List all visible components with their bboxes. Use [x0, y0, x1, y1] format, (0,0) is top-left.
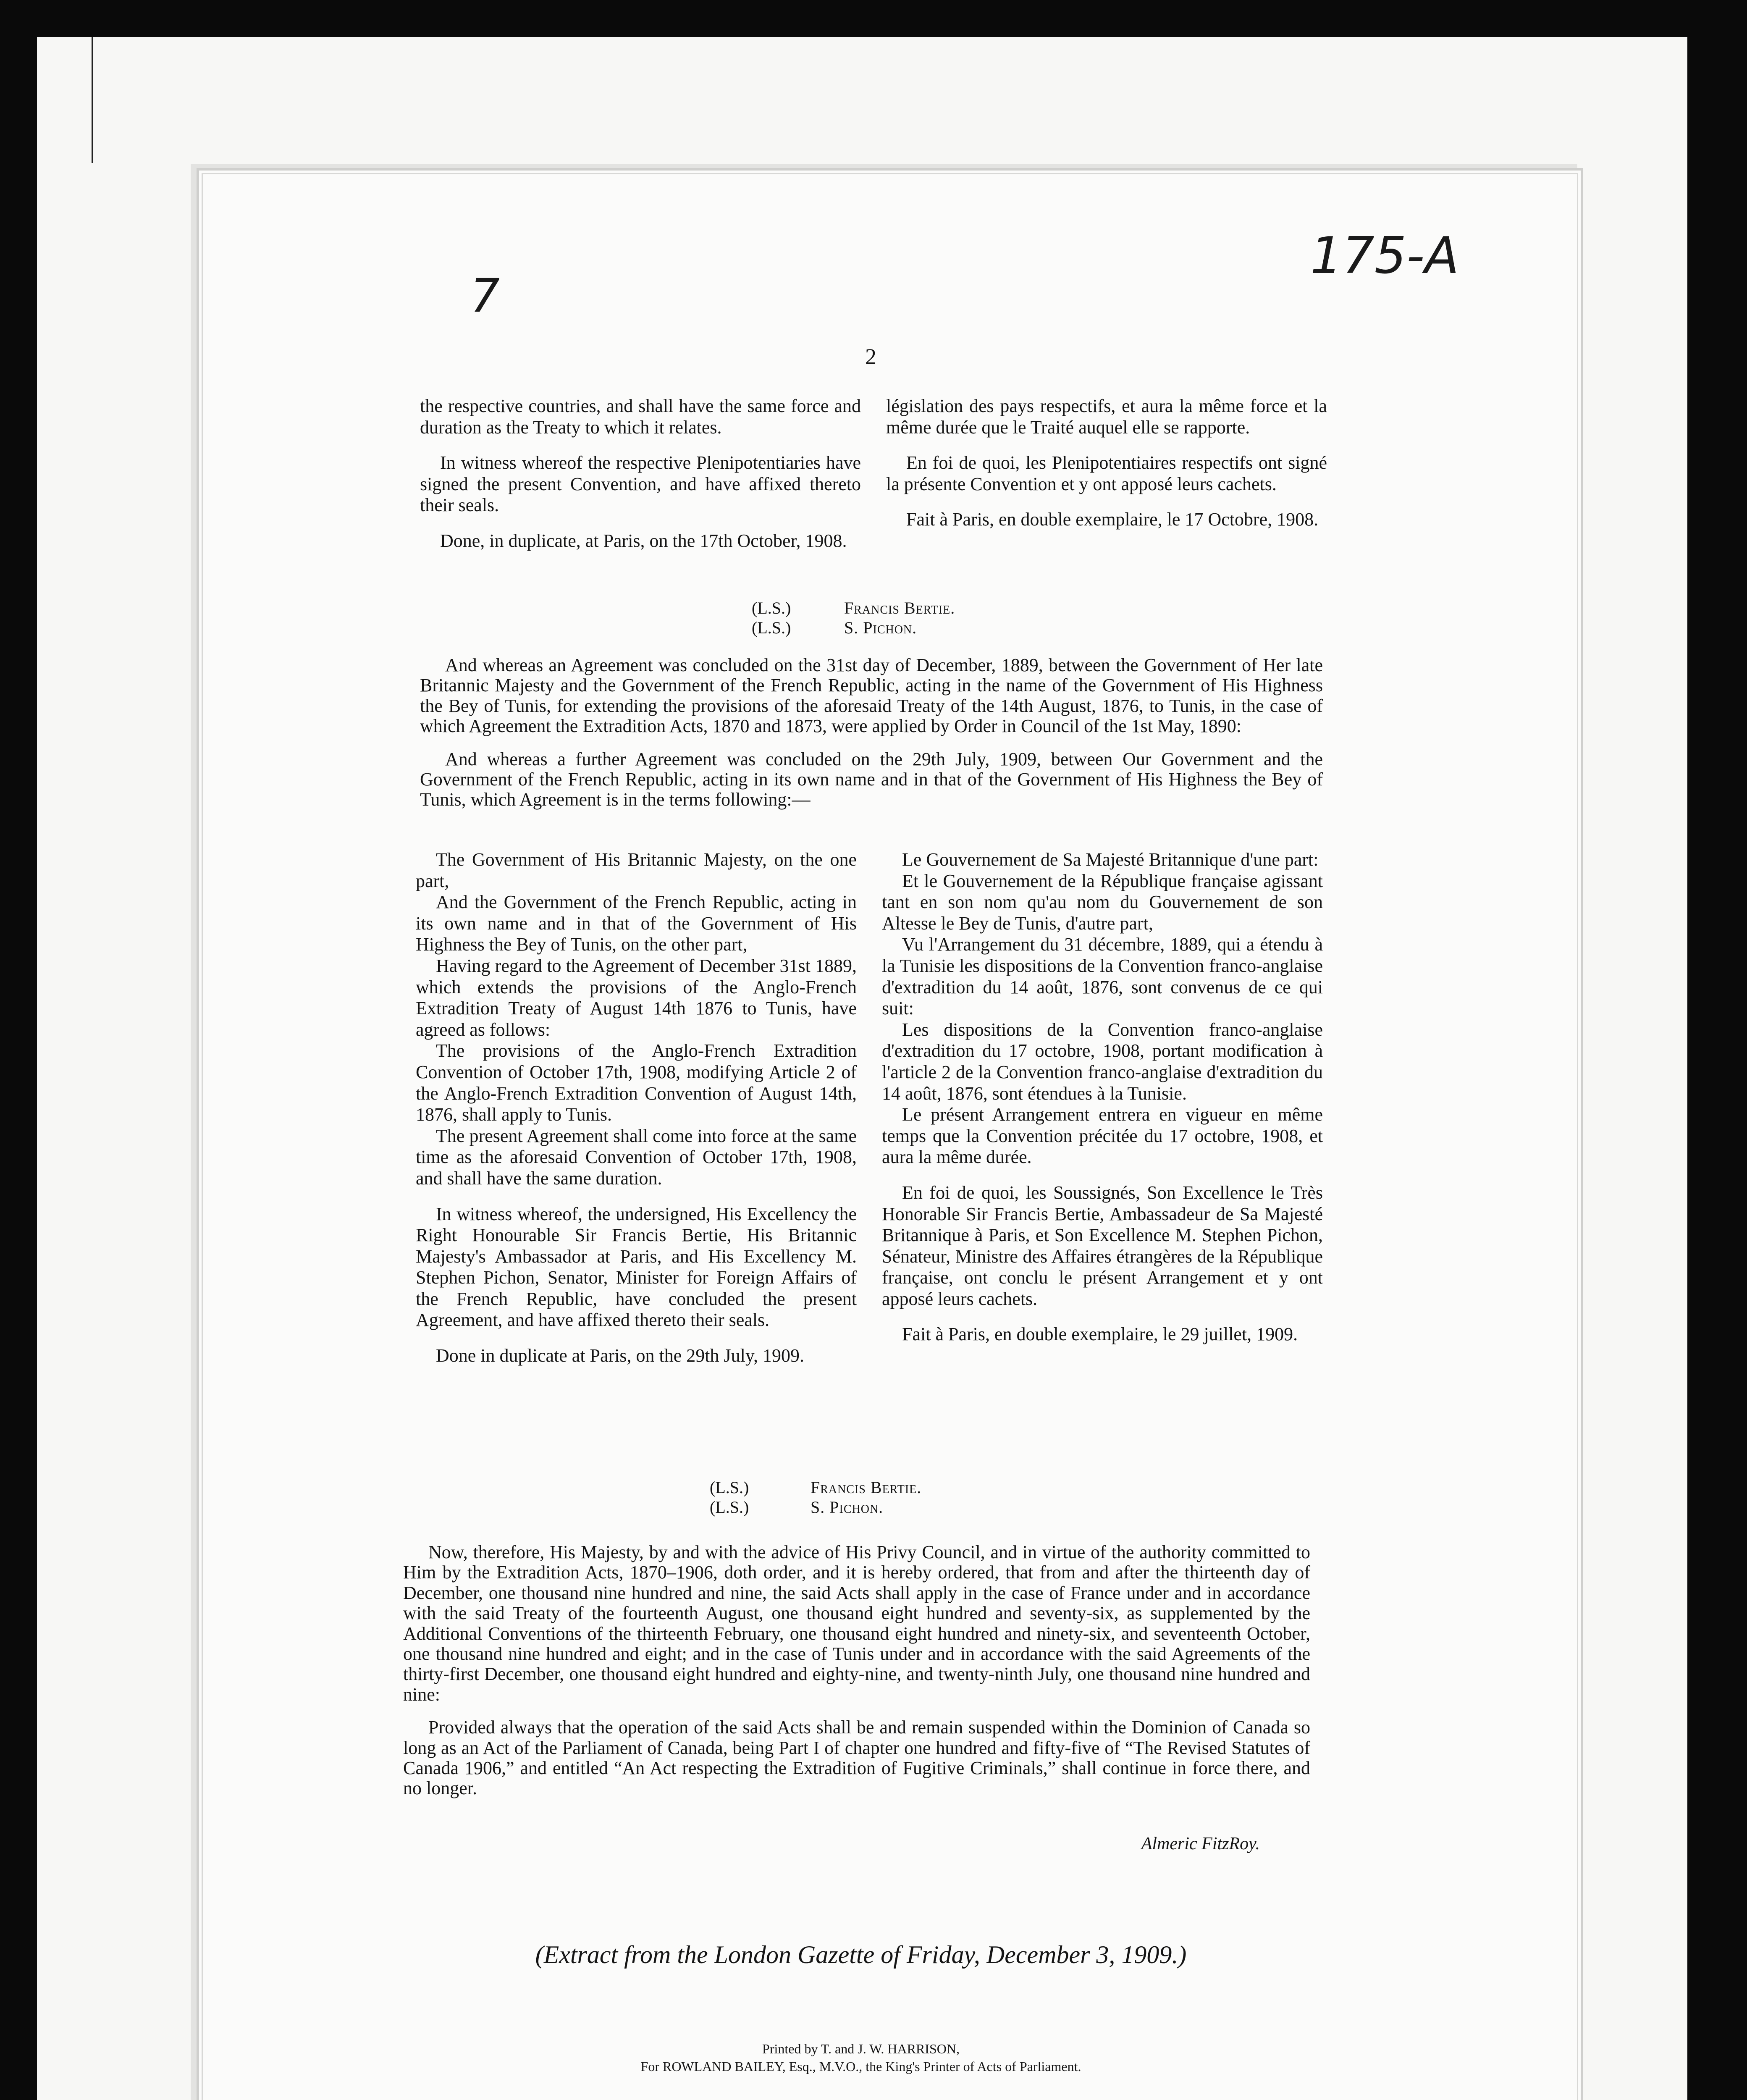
agreement-en-4: The provisions of the Anglo-French Extradition Convention of October 17th, 1908, modifying Article 2 of the Anglo-French Extradition Convention of August 14th, 1876, shall apply to Tunis.: [416, 1040, 857, 1125]
recital-1: And whereas an Agreement was concluded on the 31st day of December, 1889, between the Government of Her late Britannic Majesty and the Government of the French Republic, acting in the name of the Government of His Highness the Bey of Tunis, for extending the provisions of the aforesaid Treaty of the 14th August, 1876, to Tunis, in the case of which Agreement the Extradition Acts, 1870 and 1873, were applied by Order in Council of the 1st May, 1890:: [420, 655, 1323, 737]
page-mark-left: 7: [470, 269, 500, 323]
treaty-close-french: [886, 396, 1327, 530]
signature-row: (L.S.) Francis Bertie.: [710, 1478, 922, 1497]
page-number: 2: [865, 344, 876, 369]
agreement-fr-7: Fait à Paris, en double exemplaire, le 29 juillet, 1909.: [902, 1324, 1298, 1345]
agreement-english: [416, 849, 857, 1367]
agreement-fr-5: Le présent Arrangement entrera en vigueur en même temps que la Convention précitée du 17 octobre, 1908, et aura la même durée.: [882, 1104, 1323, 1168]
treaty-signatures: [752, 598, 955, 638]
agreement-fr-3: Vu l'Arrangement du 31 décembre, 1889, qui a étendu à la Tunisie les dispositions de la Convention franco-anglaise d'extradition du 14 août, 1876, sont convenus de ce qui suit:: [882, 934, 1323, 1019]
agreement-en-6: In witness whereof, the undersigned, His Excellency the Right Honourable Sir Francis Bertie, His Britannic Majesty's Ambassador at Paris, and His Excellency M. Stephen Pichon, Senator, Minister for Foreign Affairs of the French Republic, have concluded the present Agreement, and have affixed thereto their seals.: [416, 1203, 857, 1331]
gazette-extract-note: (Extract from the London Gazette of Friday, December 3, 1909.): [535, 1941, 1187, 1969]
agreement-fr-1: Le Gouvernement de Sa Majesté Britannique d'une part:: [902, 849, 1319, 870]
signature-row: (L.S.) S. Pichon.: [710, 1498, 884, 1517]
printer-line-2: For ROWLAND BAILEY, Esq., M.V.O., the King's Printer of Acts of Parliament.: [640, 2058, 1081, 2074]
agreement-fr-2: Et le Gouvernement de la République française agissant tant en son nom qu'au nom du Gouvernement de son Altesse le Bey de Tunis, d'autre part,: [882, 870, 1323, 934]
page-mark-right: 175-A: [1310, 227, 1459, 285]
signature-row: (L.S.) S. Pichon.: [752, 618, 917, 638]
agreement-en-5: The present Agreement shall come into force at the same time as the aforesaid Convention of October 17th, 1908, and shall have the same duration.: [416, 1125, 857, 1189]
order-paragraph-2: Provided always that the operation of the said Acts shall be and remain suspended within the Dominion of Canada so long as an Act of the Parliament of Canada, being Part I of chapter one hundred and fifty-five of “The Revised Statutes of Canada 1906,” and entitled “An Act respecting the Extradition of Fugitive Criminals,” shall continue in force there, and no longer.: [403, 1717, 1310, 1799]
treaty-close-fr-3: Fait à Paris, en double exemplaire, le 17 Octobre, 1908.: [906, 509, 1319, 530]
agreement-french: [882, 849, 1323, 1345]
agreement-en-1: The Government of His Britannic Majesty, on the one part,: [416, 849, 857, 891]
treaty-close-fr-2: En foi de quoi, les Plenipotentiaires respectifs ont signé la présente Convention et y ont apposé leurs cachets.: [886, 452, 1327, 494]
signature-row: (L.S.) Francis Bertie.: [752, 598, 955, 617]
agreement-en-7: Done in duplicate at Paris, on the 29th July, 1909.: [436, 1345, 805, 1366]
order-paragraph-1: Now, therefore, His Majesty, by and with the advice of His Privy Council, and in virtue of the authority committed to Him by the Extradition Acts, 1870–1906, doth order, and it is hereby ordered, that from and after the thirteenth day of December, one thousand nine hundred and nine, the said Acts shall apply in the case of France under and in accordance with the said Treaty of the fourteenth August, one thousand eight hundred and seventy-six, as supplemented by the Additional Conventions of the thirteenth February, one thousand eight hundred and ninety-six, and seventeenth October, one thousand nine hundred and eight; and in the case of Tunis under and in accordance with the said Agreements of the thirty-first December, one thousand eight hundred and eighty-nine, and twenty-ninth July, one thousand nine hundred and nine:: [403, 1542, 1310, 1705]
recital-2: And whereas a further Agreement was concluded on the 29th July, 1909, between Our Government and the Government of the French Republic, acting in its own name and in that of the Government of His Highness the Bey of Tunis, which Agreement is in the terms following:—: [420, 748, 1323, 810]
frame-edge-line: [92, 37, 93, 163]
treaty-close-en-2: In witness whereof the respective Plenipotentiaries have signed the present Convention, and have affixed thereto their seals.: [420, 452, 861, 516]
agreement-fr-4: Les dispositions de la Convention franco-anglaise d'extradition du 17 octobre, 1908, portant modification à l'article 2 de la Convention franco-anglaise d'extradition du 14 août, 1876, sont étendues à la Tunisie.: [882, 1019, 1323, 1104]
treaty-close-english: [420, 396, 861, 552]
clerk-signature: Almeric FitzRoy.: [1141, 1834, 1260, 1853]
agreement-en-3: Having regard to the Agreement of December 31st 1889, which extends the provisions of the Anglo-French Extradition Treaty of August 14th 1876 to Tunis, have agreed as follows:: [416, 955, 857, 1040]
printer-line-1: Printed by T. and J. W. HARRISON,: [762, 2041, 960, 2056]
printer-imprint: [462, 2040, 1260, 2075]
recitals: [420, 655, 1323, 810]
order-text: [403, 1542, 1310, 1799]
agreement-fr-6: En foi de quoi, les Soussignés, Son Excellence le Très Honorable Sir Francis Bertie, Ambassadeur de Sa Majesté Britannique à Paris, et Son Excellence M. Stephen Pichon, Sénateur, Ministre des Affaires étrangères de la République française, ont conclu le présent Arrangement et y ont apposé leurs cachets.: [882, 1182, 1323, 1309]
treaty-close-en-3: Done, in duplicate, at Paris, on the 17th October, 1908.: [440, 530, 847, 551]
treaty-close-fr-1: législation des pays respectifs, et aura la même force et la même durée que le Traité auquel elle se rapporte.: [886, 396, 1327, 438]
agreement-en-2: And the Government of the French Republic, acting in its own name and in that of the Government of His Highness the Bey of Tunis, on the other part,: [416, 892, 857, 955]
agreement-signatures: [710, 1478, 921, 1517]
treaty-close-en-1: the respective countries, and shall have the same force and duration as the Treaty to which it relates.: [420, 396, 861, 438]
